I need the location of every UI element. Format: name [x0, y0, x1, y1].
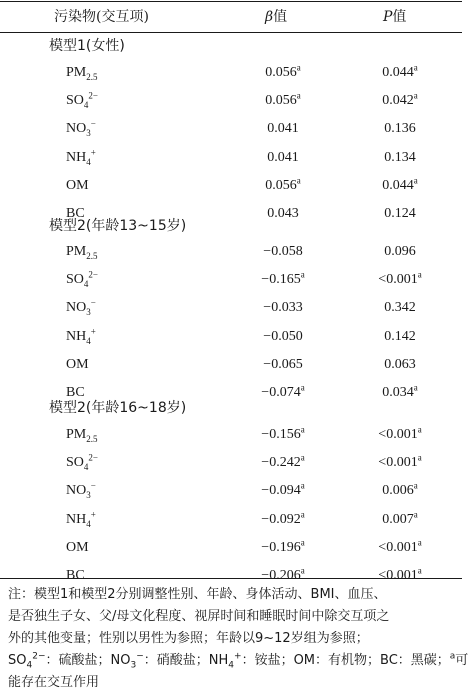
note-line-4 — [8, 650, 468, 672]
pollutant-base: NH — [66, 512, 87, 527]
pollutant-subscript: 4 — [83, 99, 89, 110]
significance-mark: a — [413, 382, 418, 393]
pollutant-charge: + — [90, 147, 96, 158]
beta-cell — [233, 567, 333, 585]
pollutant-base: BC — [66, 385, 85, 400]
p-value: 0.042 — [382, 93, 414, 108]
significance-mark: a — [417, 452, 422, 463]
significance-mark: a — [417, 424, 422, 435]
pollutant-base: BC — [66, 206, 85, 221]
pollutant-subscript: 4 — [86, 335, 91, 346]
note-nh4-sup: + — [234, 651, 242, 662]
significance-mark: a — [417, 537, 422, 548]
pollutant-base: OM — [66, 178, 89, 193]
significance-mark: a — [413, 509, 418, 520]
pollutant-base: NO — [66, 483, 87, 498]
p-value: 0.142 — [384, 329, 416, 344]
note-line-2: 是否独生子女、父/母文化程度、视屏时间和睡眠时间中除交互项之 — [8, 609, 390, 624]
significance-mark: a — [300, 565, 305, 576]
pollutant-charge: − — [90, 480, 96, 491]
p-cell — [350, 64, 450, 82]
pollutant-cell — [66, 328, 96, 346]
pollutant-cell — [66, 356, 89, 374]
note-so4-sub: 4 — [26, 660, 33, 671]
p-cell — [350, 271, 450, 289]
significance-mark: a — [300, 424, 305, 435]
p-cell — [350, 482, 450, 500]
significance-mark: a — [300, 452, 305, 463]
note-a-def: 可 — [455, 653, 468, 668]
significance-mark: a — [413, 62, 418, 73]
pollutant-cell — [66, 511, 96, 529]
pollutant-cell — [66, 567, 85, 585]
pollutant-cell — [66, 426, 97, 444]
beta-value: 0.056 — [265, 178, 297, 193]
pollutant-base: BC — [66, 568, 85, 583]
significance-mark: a — [300, 509, 305, 520]
header-p — [383, 8, 406, 26]
p-cell — [350, 243, 450, 261]
p-cell — [350, 120, 450, 138]
pollutant-base: NH — [66, 329, 87, 344]
significance-mark: a — [300, 537, 305, 548]
p-cell — [350, 92, 450, 110]
pollutant-subscript: 4 — [86, 518, 91, 529]
header-pollutant — [54, 8, 149, 26]
pollutant-base: SO — [66, 272, 84, 287]
p-value: <0.001 — [378, 455, 418, 470]
header-beta-symbol: β — [265, 9, 274, 25]
p-cell — [350, 454, 450, 472]
p-value: 0.124 — [384, 206, 416, 221]
beta-cell — [233, 177, 333, 195]
beta-cell — [233, 384, 333, 402]
p-cell — [350, 299, 450, 317]
header-beta — [265, 8, 287, 26]
note-no3-base: NO — [110, 653, 131, 668]
p-value: 0.063 — [384, 357, 416, 372]
beta-cell — [233, 454, 333, 472]
pollutant-base: NO — [66, 121, 87, 136]
note-no3-sub: 3 — [130, 660, 137, 671]
p-value: 0.134 — [384, 150, 416, 165]
significance-mark: a — [296, 62, 301, 73]
beta-value: 0.056 — [265, 93, 297, 108]
note-no3-sup: − — [136, 651, 144, 662]
pollutant-charge: − — [90, 297, 96, 308]
pollutant-cell — [66, 149, 96, 167]
table-top-rule — [0, 1, 462, 2]
beta-value: 0.043 — [267, 206, 299, 221]
beta-value: −0.156 — [261, 427, 301, 442]
significance-mark: a — [413, 480, 418, 491]
beta-cell — [233, 64, 333, 82]
note-so4 — [8, 651, 46, 671]
beta-value: 0.056 — [265, 65, 297, 80]
note-nh4-sub: 4 — [228, 660, 235, 671]
beta-value: −0.074 — [261, 385, 301, 400]
p-cell — [350, 384, 450, 402]
pollutant-cell — [66, 243, 97, 261]
beta-value: −0.092 — [261, 512, 301, 527]
note-nh4 — [208, 651, 242, 671]
group-label: 模型2(年龄16~18岁) — [49, 400, 187, 416]
note-no3 — [110, 651, 144, 671]
significance-mark: a — [296, 175, 301, 186]
beta-value: 0.041 — [267, 150, 299, 165]
beta-value: −0.242 — [261, 455, 301, 470]
pollutant-subscript: 4 — [83, 461, 89, 472]
beta-cell — [233, 426, 333, 444]
beta-value: −0.065 — [263, 357, 303, 372]
note-so4-def: ：硫酸盐； — [45, 653, 111, 668]
pollutant-subscript: 4 — [86, 156, 91, 167]
pollutant-cell — [66, 92, 98, 110]
pollutant-base: SO — [66, 455, 84, 470]
note-nh4-def: ：铵盐；OM：有机物；BC：黑碳； — [241, 653, 450, 668]
p-value: <0.001 — [378, 427, 418, 442]
note-no3-def: ：硝酸盐； — [143, 653, 209, 668]
beta-cell — [233, 356, 333, 374]
pollutant-base: SO — [66, 93, 84, 108]
p-value: <0.001 — [378, 272, 418, 287]
p-cell — [350, 205, 450, 223]
significance-mark: a — [300, 382, 305, 393]
p-cell — [350, 539, 450, 557]
p-value: 0.096 — [384, 244, 416, 259]
beta-value: −0.165 — [261, 272, 301, 287]
pollutant-cell — [66, 454, 98, 472]
p-value: 0.044 — [382, 65, 414, 80]
pollutant-charge: 2− — [88, 90, 98, 101]
beta-value: −0.050 — [263, 329, 303, 344]
group-label: 模型1(女性) — [49, 38, 125, 54]
beta-value: −0.094 — [261, 483, 301, 498]
pollutant-subscript: 4 — [83, 278, 89, 289]
p-value: 0.044 — [382, 178, 414, 193]
beta-cell — [233, 271, 333, 289]
pollutant-base: NH — [66, 150, 87, 165]
beta-value: −0.058 — [263, 244, 303, 259]
beta-value: −0.206 — [261, 568, 301, 583]
header-beta-suffix: 值 — [273, 9, 288, 25]
group-label: 模型2(年龄13~15岁) — [49, 218, 187, 234]
p-cell — [350, 426, 450, 444]
pollutant-subscript: 3 — [86, 306, 91, 317]
pollutant-cell — [66, 120, 96, 138]
header-pollutant-label: 污染物(交互项) — [54, 9, 149, 25]
pollutant-subscript: 2.5 — [86, 71, 98, 82]
beta-cell — [233, 482, 333, 500]
beta-cell — [233, 205, 333, 223]
note-line-1: 注：模型1和模型2分别调整性别、年龄、身体活动、BMI、血压、 — [8, 587, 387, 602]
beta-value: −0.033 — [263, 300, 303, 315]
beta-cell — [233, 299, 333, 317]
beta-value: −0.196 — [261, 540, 301, 555]
pollutant-subscript: 2.5 — [86, 250, 98, 261]
note-so4-base: SO — [8, 653, 27, 668]
pollutant-subscript: 3 — [86, 127, 91, 138]
p-cell — [350, 328, 450, 346]
significance-mark: a — [300, 269, 305, 280]
p-value: <0.001 — [378, 540, 418, 555]
p-cell — [350, 511, 450, 529]
pollutant-base: OM — [66, 540, 89, 555]
p-cell — [350, 177, 450, 195]
beta-cell — [233, 328, 333, 346]
pollutant-cell — [66, 271, 98, 289]
p-value: 0.342 — [384, 300, 416, 315]
header-p-suffix: 值 — [392, 9, 407, 25]
beta-cell — [233, 120, 333, 138]
pollutant-base: PM — [66, 244, 87, 259]
pollutant-charge: − — [90, 118, 96, 129]
pollutant-subscript: 2.5 — [86, 433, 98, 444]
p-cell — [350, 149, 450, 167]
beta-cell — [233, 243, 333, 261]
pollutant-charge: 2− — [88, 452, 98, 463]
pollutant-cell — [66, 482, 96, 500]
note-a-mark: a — [449, 651, 456, 662]
pollutant-base: PM — [66, 65, 87, 80]
table-bottom-rule — [0, 578, 462, 579]
beta-cell — [233, 539, 333, 557]
beta-cell — [233, 92, 333, 110]
pollutant-charge: + — [90, 326, 96, 337]
p-value: 0.136 — [384, 121, 416, 136]
note-line-5: 能存在交互作用 — [8, 675, 100, 690]
p-value: 0.034 — [382, 385, 414, 400]
significance-mark: a — [417, 565, 422, 576]
note-nh4-base: NH — [208, 653, 229, 668]
pollutant-subscript: 3 — [86, 489, 91, 500]
significance-mark: a — [417, 269, 422, 280]
p-cell — [350, 567, 450, 585]
significance-mark: a — [300, 480, 305, 491]
beta-cell — [233, 511, 333, 529]
pollutant-cell — [66, 299, 96, 317]
pollutant-charge: 2− — [88, 269, 98, 280]
pollutant-cell — [66, 177, 89, 195]
p-value: 0.007 — [382, 512, 414, 527]
header-p-symbol: P — [383, 9, 393, 25]
header-bottom-rule — [0, 32, 462, 33]
p-value: <0.001 — [378, 568, 418, 583]
pollutant-cell — [66, 64, 97, 82]
note-line-3: 外的其他变量；性别以男性为参照；年龄以9~12岁组为参照； — [8, 631, 369, 646]
significance-mark: a — [296, 90, 301, 101]
beta-value: 0.041 — [267, 121, 299, 136]
pollutant-base: PM — [66, 427, 87, 442]
significance-mark: a — [413, 90, 418, 101]
beta-cell — [233, 149, 333, 167]
pollutant-base: NO — [66, 300, 87, 315]
significance-mark: a — [413, 175, 418, 186]
table-notes — [8, 584, 468, 694]
p-value: 0.006 — [382, 483, 414, 498]
pollutant-base: OM — [66, 357, 89, 372]
p-cell — [350, 356, 450, 374]
note-so4-sup: 2− — [32, 651, 46, 662]
pollutant-cell — [66, 539, 89, 557]
pollutant-charge: + — [90, 509, 96, 520]
